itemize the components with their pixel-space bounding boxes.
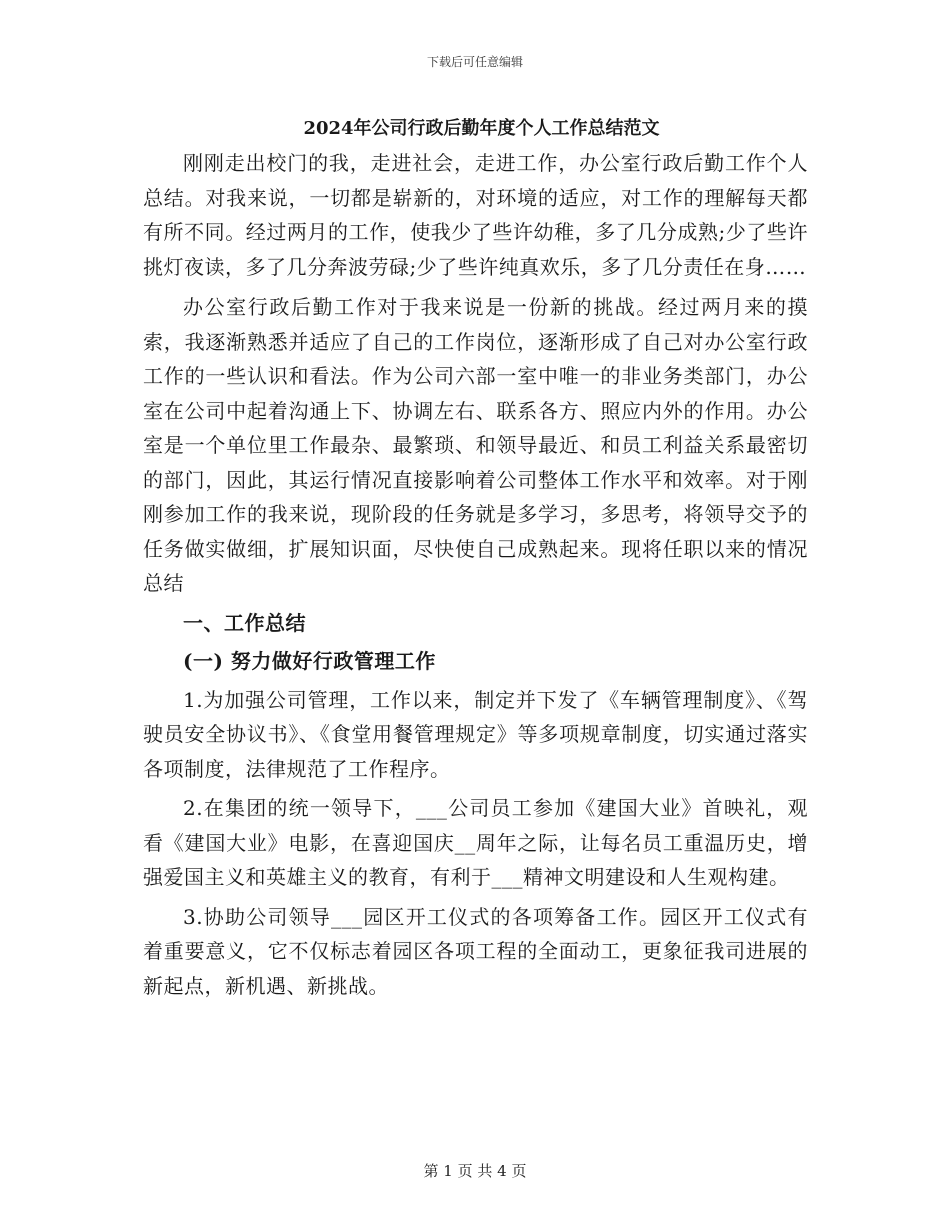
list-item-1: 1.为加强公司管理，工作以来，制定并下发了《车辆管理制度》、《驾驶员安全协议书》、《食堂用餐管理规定》等多项规章制度，切实通过落实各项制度，法律规范了工作程序。 — [143, 687, 808, 781]
paragraph-overview: 办公室行政后勤工作对于我来说是一份新的挑战。经过两月来的摸索，我逐渐熟悉并适应了自己的工作岗位，逐渐形成了自己对办公室行政工作的一些认识和看法。作为公司六部一室中唯一的非业务类部门，办公室在公司中起着沟通上下、协调左右、联系各方、照应内外的作用。办公室是一个单位里工作最杂、最繁琐、和领导最近、和员工利益关系最密切的部门，因此，其运行情况直接影响着公司整体工作水平和效率。对于刚刚参加工作的我来说，现阶段的任务就是多学习，多思考，将领导交予的任务做实做细，扩展知识面，尽快使自己成熟起来。现将任职以来的情况总结 — [143, 295, 808, 595]
section-heading: 一、工作总结 — [183, 610, 306, 635]
list-item-2: 2.在集团的统一领导下，___公司员工参加《建国大业》首映礼，观看《建国大业》电影，在喜迎国庆__周年之际，让每名员工重温历史，增强爱国主义和英雄主义的教育，有利于___精神文明建设和人生观构建。 — [143, 796, 808, 889]
paragraph-intro: 刚刚走出校门的我，走进社会，走进工作，办公室行政后勤工作个人总结。对我来说，一切都是崭新的，对环境的适应，对工作的理解每天都有所不同。经过两月的工作，使我少了些许幼稚，多了几分成熟;少了些许挑灯夜读，多了几分奔波劳碌;少了些许纯真欢乐，多了几分责任在身…… — [143, 151, 808, 279]
document-title: 2024年公司行政后勤年度个人工作总结范文 — [303, 118, 660, 139]
subsection-heading: (一) 努力做好行政管理工作 — [183, 649, 436, 673]
header-note: 下载后可任意编辑 — [426, 55, 523, 69]
page-indicator: 第 1 页 共 4 页 — [423, 1162, 527, 1180]
list-item-3: 3.协助公司领导___园区开工仪式的各项筹备工作。园区开工仪式有着重要意义，它不仅标志着园区各项工程的全面动工，更象征我司进展的新起点，新机遇、新挑战。 — [143, 904, 808, 998]
document-body — [143, 112, 808, 1008]
